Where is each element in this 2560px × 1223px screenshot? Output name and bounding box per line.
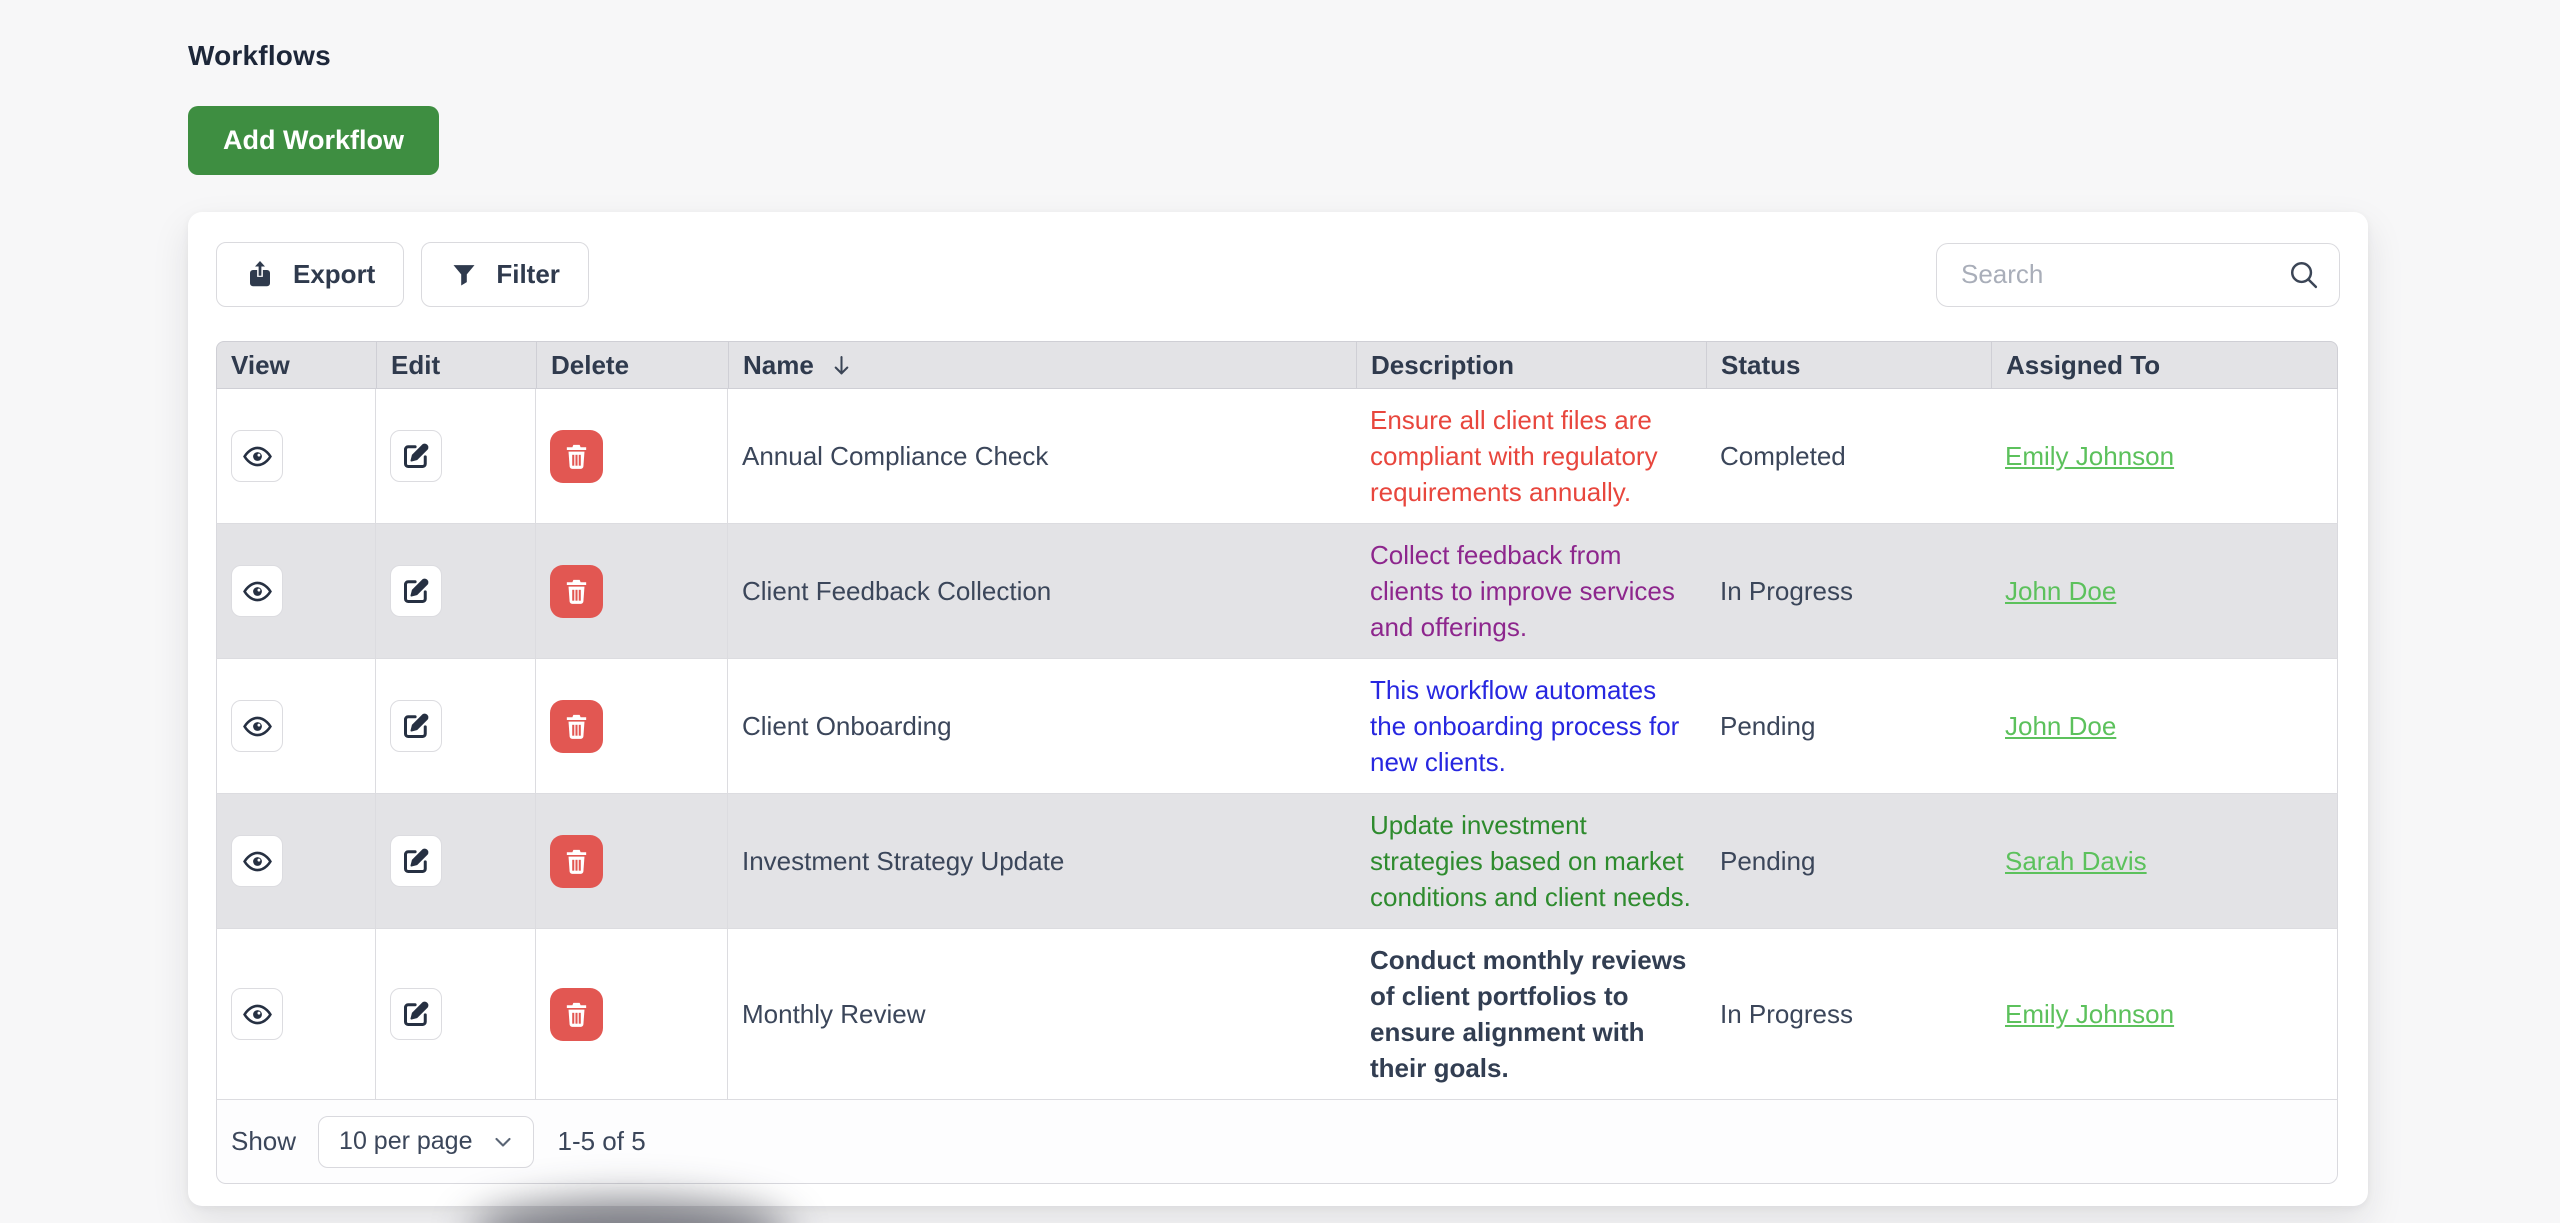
- name-cell: Monthly Review: [728, 929, 1356, 1100]
- eye-icon: [242, 576, 273, 607]
- export-button[interactable]: [216, 242, 404, 307]
- name-cell: Client Feedback Collection: [728, 524, 1356, 659]
- name-cell: Investment Strategy Update: [728, 794, 1356, 929]
- name-cell: Client Onboarding: [728, 659, 1356, 794]
- description-cell: Update investment strategies based on market conditions and client needs.: [1356, 794, 1706, 929]
- range-label: 1-5 of 5: [557, 1126, 646, 1156]
- description-cell: Ensure all client files are compliant with regulatory requirements annually.: [1356, 389, 1706, 524]
- table-row: [216, 929, 2338, 1100]
- edit-button[interactable]: [390, 835, 442, 887]
- assigned-to-link[interactable]: Emily Johnson: [2005, 441, 2175, 471]
- workflows-panel: [188, 212, 2368, 1206]
- table-row: [216, 524, 2338, 659]
- description-cell: Conduct monthly reviews of client portfolios to ensure alignment with their goals.: [1356, 929, 1706, 1100]
- filter-button-label: Filter: [496, 259, 560, 289]
- eye-icon: [242, 441, 273, 472]
- pagination-bar: [216, 1100, 2338, 1184]
- page-title: Workflows: [188, 40, 331, 71]
- column-header-assigned-to[interactable]: Assigned To: [1991, 341, 2338, 389]
- edit-icon: [401, 711, 431, 741]
- search-box: [1936, 243, 2340, 307]
- table-row: [216, 659, 2338, 794]
- column-header-name[interactable]: Name: [728, 341, 1356, 389]
- export-icon: [245, 260, 275, 290]
- status-cell: In Progress: [1706, 524, 1991, 659]
- export-button-label: Export: [293, 259, 376, 289]
- description-cell: Collect feedback from clients to improve services and offerings.: [1356, 524, 1706, 659]
- edit-icon: [401, 576, 431, 606]
- view-button[interactable]: [231, 565, 283, 617]
- assigned-to-link[interactable]: John Doe: [2005, 576, 2117, 606]
- add-workflow-button[interactable]: Add Workflow: [188, 106, 439, 175]
- view-button[interactable]: [231, 988, 283, 1040]
- filter-icon: [450, 261, 478, 289]
- show-label: Show: [231, 1126, 297, 1156]
- delete-button[interactable]: [550, 835, 603, 888]
- table-header-row: [216, 341, 2338, 389]
- view-button[interactable]: [231, 700, 283, 752]
- search-input[interactable]: [1936, 243, 2340, 307]
- edit-button[interactable]: [390, 988, 442, 1040]
- workflow-table-body: [216, 389, 2338, 1100]
- edit-icon: [401, 999, 431, 1029]
- edit-button[interactable]: [390, 430, 442, 482]
- eye-icon: [242, 999, 273, 1030]
- description-cell: This workflow automates the onboarding process for new clients.: [1356, 659, 1706, 794]
- column-header-description[interactable]: Description: [1356, 341, 1706, 389]
- view-button[interactable]: [231, 430, 283, 482]
- trash-icon: [562, 577, 591, 606]
- delete-button[interactable]: [550, 700, 603, 753]
- edit-button[interactable]: [390, 700, 442, 752]
- table-toolbar: [216, 242, 2340, 307]
- trash-icon: [562, 442, 591, 471]
- assigned-to-link[interactable]: Emily Johnson: [2005, 999, 2175, 1029]
- delete-button[interactable]: [550, 565, 603, 618]
- workflows-table: [216, 341, 2338, 1100]
- status-cell: Pending: [1706, 794, 1991, 929]
- status-cell: Completed: [1706, 389, 1991, 524]
- assigned-to-link[interactable]: Sarah Davis: [2005, 846, 2147, 876]
- trash-icon: [562, 712, 591, 741]
- column-header-status[interactable]: Status: [1706, 341, 1991, 389]
- table-row: [216, 389, 2338, 524]
- view-button[interactable]: [231, 835, 283, 887]
- table-row: [216, 794, 2338, 929]
- assigned-to-link[interactable]: John Doe: [2005, 711, 2117, 741]
- edit-icon: [401, 441, 431, 471]
- trash-icon: [562, 1000, 591, 1029]
- status-cell: In Progress: [1706, 929, 1991, 1100]
- chevron-down-icon: [491, 1130, 515, 1154]
- search-icon[interactable]: [2287, 258, 2320, 296]
- page-size-select[interactable]: [318, 1116, 533, 1168]
- delete-button[interactable]: [550, 988, 603, 1041]
- delete-button[interactable]: [550, 430, 603, 483]
- status-cell: Pending: [1706, 659, 1991, 794]
- sort-descending-icon: [828, 352, 855, 379]
- page-size-value: 10 per page: [339, 1127, 473, 1155]
- eye-icon: [242, 846, 273, 877]
- edit-button[interactable]: [390, 565, 442, 617]
- column-header-edit[interactable]: Edit: [376, 341, 536, 389]
- edit-icon: [401, 846, 431, 876]
- column-header-delete[interactable]: Delete: [536, 341, 728, 389]
- column-header-view[interactable]: View: [216, 341, 376, 389]
- eye-icon: [242, 711, 273, 742]
- trash-icon: [562, 847, 591, 876]
- name-cell: Annual Compliance Check: [728, 389, 1356, 524]
- filter-button[interactable]: [421, 242, 589, 307]
